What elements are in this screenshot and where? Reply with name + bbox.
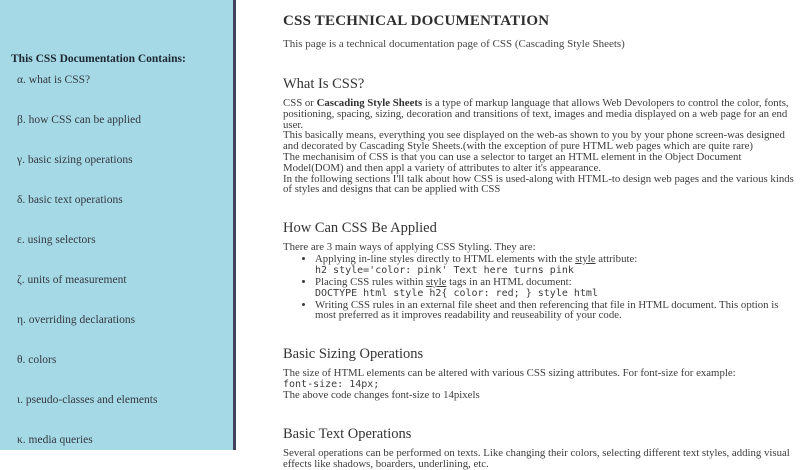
- text-ops-paragraph: Several operations can be performed on texts. Like changing their colors, selecting different text styles, adding visual effects like shadows, boarders, underlining, etc.: [283, 446, 790, 470]
- bullet-style-tags: [315, 277, 796, 299]
- main-content: [236, 0, 800, 470]
- bullet-external-file: [315, 300, 796, 322]
- sizing-p1: The size of HTML elements can be altered with various CSS sizing attributes. For font-size for example:: [283, 367, 736, 380]
- bullet-inline-styles: [315, 254, 796, 276]
- what-is-css-p4: In the following sections I'll talk about how CSS is used-along with HTML-to design web pages and the various kinds of styles and designs that can be applied with CSS: [283, 172, 794, 196]
- sidebar-item-what-is-css[interactable]: α. what is CSS?: [17, 74, 91, 86]
- sidebar-item-pseudo-classes[interactable]: ι. pseudo-classes and elements: [17, 394, 158, 406]
- sidebar-item-how-css-applied[interactable]: β. how CSS can be applied: [17, 114, 142, 126]
- sizing-p2: The above code changes font-size to 14pixels: [283, 388, 480, 401]
- sizing-paragraph: [283, 368, 796, 401]
- what-is-css-p1-rest: is a type of markup language that allows Web Devolopers to control the color, fonts, positioning, spacing, sizing, decoration and transitions of text, images and media displayed on a web page for an end user.: [283, 97, 789, 131]
- css-apply-methods-list: [283, 254, 796, 321]
- section-heading-basic-sizing: Basic Sizing Operations: [283, 346, 424, 363]
- section-how-css-applied: [283, 220, 796, 321]
- what-is-css-p1-prefix: CSS or: [283, 97, 317, 109]
- section-heading-what-is-css: What Is CSS?: [283, 76, 365, 92]
- sidebar-title: This CSS Documentation Contains:: [11, 53, 186, 65]
- what-is-css-paragraph: [283, 98, 796, 195]
- how-applied-intro: There are 3 main ways of applying CSS Styling. They are:: [283, 241, 536, 254]
- inline-style-code-example: h2 style='color: pink' Text here turns pink: [315, 264, 574, 276]
- sidebar-item-overriding-declarations[interactable]: η. overriding declarations: [17, 314, 136, 326]
- bullet3-text: Writing CSS rules in an external file sheet and then referencing that file in HTML document. This option is most preferred as it improves readability and reuseability of your code.: [315, 298, 779, 322]
- sidebar: [0, 0, 236, 450]
- sidebar-item-units-of-measurement[interactable]: ζ. units of measurement: [17, 274, 127, 286]
- sidebar-item-basic-sizing[interactable]: γ. basic sizing operations: [17, 154, 133, 166]
- style-tag-code-example: DOCTYPE html style h2{ color: red; } style html: [315, 287, 598, 299]
- page-title: CSS TECHNICAL DOCUMENTATION: [283, 13, 550, 29]
- sidebar-item-colors[interactable]: θ. colors: [17, 354, 57, 366]
- what-is-css-p2: This basically means, everything you see displayed on the web-as shown to you by your phone screen-was designed and decorated by Cascading Style Sheets.(with the exception of pure HTML web pages which are quite rare): [283, 129, 785, 153]
- bullet2-style-underlined: style: [425, 275, 447, 288]
- section-basic-sizing: [283, 346, 796, 401]
- cascading-style-sheets-bold: Cascading Style Sheets: [316, 97, 423, 109]
- section-heading-basic-text: Basic Text Operations: [283, 425, 412, 442]
- section-basic-text: [283, 426, 796, 470]
- bullet2-text: Placing CSS rules within: [315, 275, 426, 288]
- sidebar-nav-list: [11, 74, 227, 447]
- font-size-code-example: font-size: 14px;: [283, 378, 380, 390]
- section-heading-how-css-applied: How Can CSS Be Applied: [283, 220, 437, 237]
- bullet1-text: Applying in-line styles directly to HTML elements with the: [315, 252, 576, 265]
- sidebar-item-using-selectors[interactable]: ε. using selectors: [17, 234, 96, 246]
- what-is-css-p3: The mechanisim of CSS is that you can use a selector to target an HTML element in the Object Document Model(DOM) and then appl a variety of attributes to alter it's appearance.: [283, 150, 742, 174]
- section-what-is-css: [283, 76, 796, 195]
- page-header: [283, 13, 796, 50]
- bullet1-suffix: attribute:: [595, 252, 638, 265]
- sidebar-item-basic-text[interactable]: δ. basic text operations: [17, 194, 123, 206]
- page-subtitle: This page is a technical documentation page of CSS (Cascading Style Sheets): [283, 38, 625, 50]
- sidebar-item-media-queries[interactable]: κ. media queries: [17, 434, 93, 446]
- bullet1-style-underlined: style: [575, 252, 596, 265]
- bullet2-suffix: tags in an HTML document:: [446, 275, 572, 288]
